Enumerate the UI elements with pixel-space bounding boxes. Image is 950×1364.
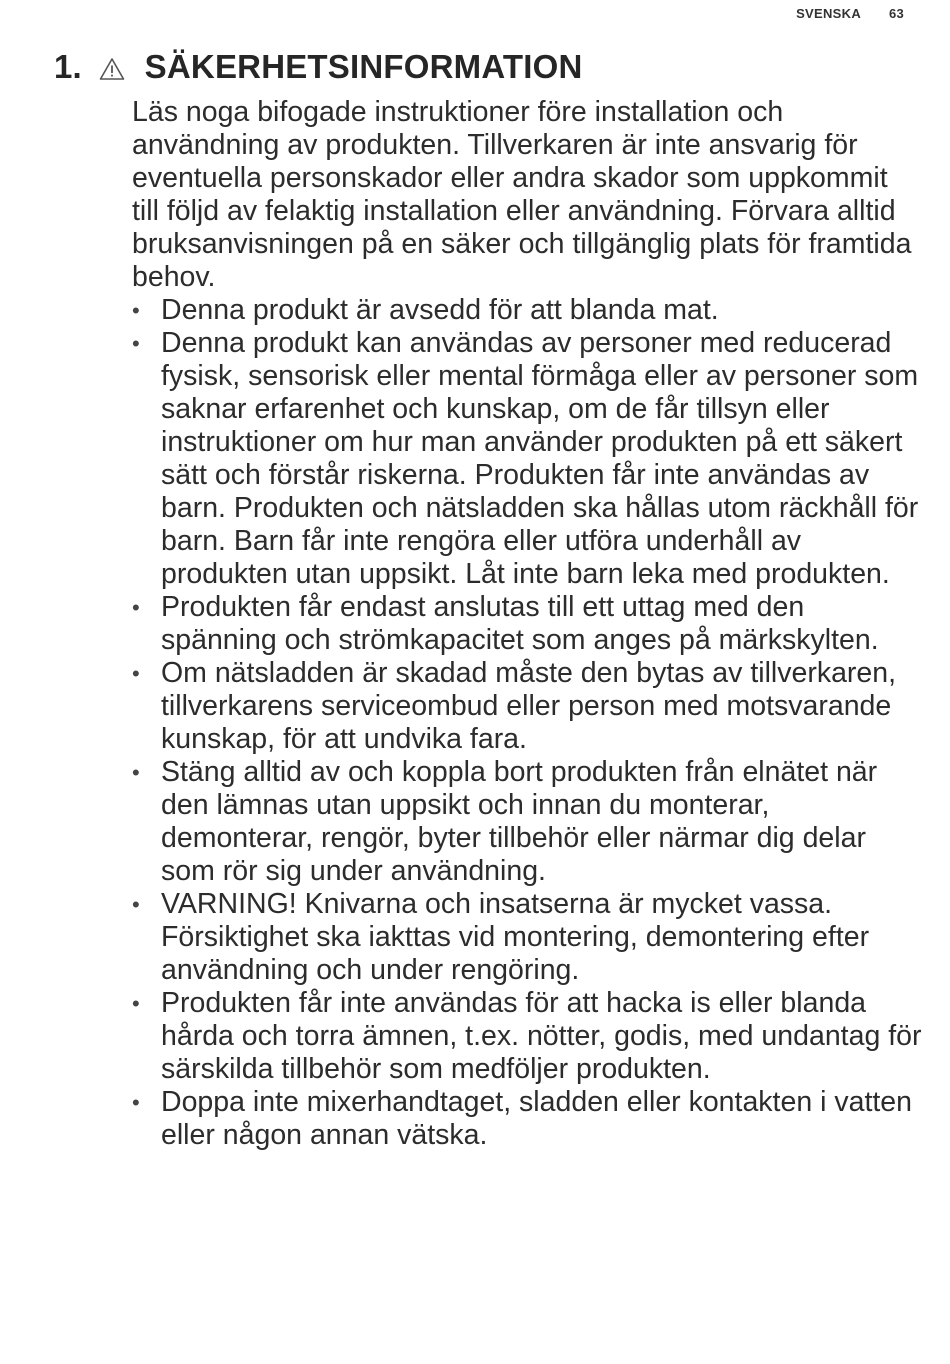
bullet-icon: • <box>132 991 140 1016</box>
list-item-text: Denna produkt kan användas av personer med reducerad fysisk, sensorisk eller mental förmåga eller av personer som saknar erfarenhet och kunskap, om de får tillsyn eller instruktioner om hur man använder produkten på ett säkert sätt och förstår riskerna. Produkten får inte användas av barn. Produkten och nätsladden ska hållas utom räckhåll för barn. Barn får inte rengöra eller utföra underhåll av produkten utan uppsikt. Låt inte barn leka med produkten. <box>161 327 919 590</box>
bullet-icon: • <box>132 595 140 620</box>
list-item <box>132 987 922 1086</box>
list-item <box>132 294 922 327</box>
list-item <box>132 657 922 756</box>
bullet-icon: • <box>132 298 140 323</box>
bullet-icon: • <box>132 661 140 686</box>
section-heading-text: SÄKERHETSINFORMATION <box>144 48 583 85</box>
list-item-text: Om nätsladden är skadad måste den bytas av tillverkaren, tillverkarens serviceombud eller person med motsvarande kunskap, för att undvika fara. <box>161 657 897 755</box>
list-item <box>132 1086 922 1152</box>
intro-paragraph: Läs noga bifogade instruktioner före installation och användning av produkten. Tillverkaren är inte ansvarig för eventuella personskador eller andra skador som uppkommit till följd av felaktig installation eller användning. Förvara alltid bruksanvisningen på en säker och tillgänglig plats för framtida behov. <box>132 96 912 293</box>
section-content <box>132 96 922 1152</box>
list-item <box>132 591 922 657</box>
list-item <box>132 888 922 987</box>
bullet-icon: • <box>132 760 140 785</box>
warning-triangle-icon <box>99 51 125 89</box>
list-item-text: Produkten får inte användas för att hacka is eller blanda hårda och torra ämnen, t.ex. nötter, godis, med undantag för särskilda tillbehör som medföljer produkten. <box>161 987 922 1085</box>
list-item <box>132 756 922 888</box>
safety-bullet-list <box>132 294 922 1152</box>
list-item-text: Doppa inte mixerhandtaget, sladden eller kontakten i vatten eller någon annan vätska. <box>161 1086 912 1151</box>
bullet-icon: • <box>132 892 140 917</box>
section-title <box>54 48 583 89</box>
language-label: SVENSKA <box>796 6 862 21</box>
list-item-text: Produkten får endast anslutas till ett uttag med den spänning och strömkapacitet som anges på märkskylten. <box>161 591 879 656</box>
list-item-text: Stäng alltid av och koppla bort produkten från elnätet när den lämnas utan uppsikt och innan du monterar, demonterar, rengör, byter tillbehör eller närmar dig delar som rör sig under användning. <box>161 756 878 887</box>
list-item-text: VARNING! Knivarna och insatserna är mycket vassa. Försiktighet ska iakttas vid montering, demontering efter användning och under rengöring. <box>161 888 870 986</box>
bullet-icon: • <box>132 1090 140 1115</box>
list-item-text: Denna produkt är avsedd för att blanda mat. <box>161 294 719 326</box>
list-item <box>132 327 922 591</box>
page-header <box>796 6 904 21</box>
section-number: 1. <box>54 48 82 85</box>
page-number: 63 <box>888 6 904 21</box>
bullet-icon: • <box>132 331 140 356</box>
